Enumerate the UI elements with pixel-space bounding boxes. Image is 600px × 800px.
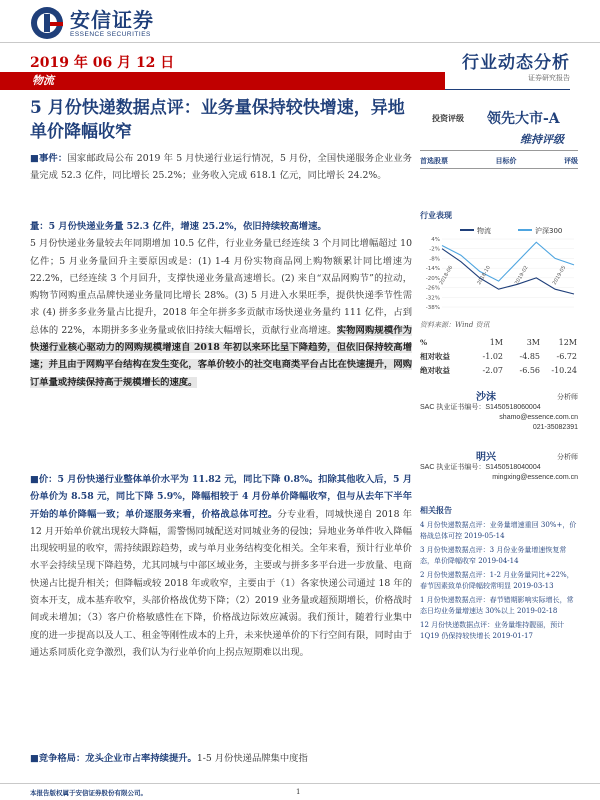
page-number: 1 bbox=[296, 788, 301, 796]
related-reports-title: 相关报告 bbox=[420, 505, 452, 515]
report-type-underline bbox=[445, 89, 570, 90]
legend-label: 沪深300 bbox=[535, 227, 563, 235]
volume-highlight: 实物网购规模作为快递行业核心驱动力的网购规模增速自 2018 年初以来环比呈下降趋势，但依旧保持较高增速；并且由于网购平台结构在发生变化，客单价较小的社交电商类平台占比在快速提升，网购订单量或持续保持高于规模增长的速度。 bbox=[30, 324, 412, 388]
logo-name-en: ESSENCE SECURITIES bbox=[70, 30, 151, 38]
stock-pick-header bbox=[420, 156, 578, 166]
price-paragraph bbox=[30, 471, 412, 661]
analyst-card bbox=[420, 388, 578, 433]
list-item[interactable]: 2 月份快递数据点评：1-2 月业务量同比+22%，春节因素致单价降幅较常明显 2019-03-13 bbox=[420, 571, 574, 590]
list-item[interactable]: 4 月份快递数据点评：业务量增速重回 30%+，价格战总体可控 2019-05-14 bbox=[420, 521, 577, 540]
analyst-cert: SAC 执业证书编号：S1450518040004 bbox=[420, 464, 541, 471]
y-tick-label: -14% bbox=[425, 266, 440, 273]
report-subtitle: 证券研究报告 bbox=[528, 74, 570, 82]
x-tick-label: 2019-05 bbox=[551, 264, 568, 286]
x-tick-label: 2019-02 bbox=[513, 264, 530, 286]
rating-divider bbox=[420, 150, 578, 151]
analyst-role: 分析师 bbox=[557, 393, 578, 401]
analyst-card bbox=[420, 448, 578, 483]
competition-paragraph bbox=[30, 750, 412, 767]
analyst-role: 分析师 bbox=[557, 453, 578, 461]
analyst-email[interactable]: mingxing@essence.com.cn bbox=[492, 474, 578, 481]
volume-paragraph bbox=[30, 218, 412, 391]
stock-rating-col: 评级 bbox=[564, 156, 578, 165]
analyst-cert: SAC 执业证书编号：S1450518060004 bbox=[420, 404, 541, 411]
logo-mark-icon bbox=[30, 6, 64, 40]
y-tick-label: -20% bbox=[425, 275, 440, 282]
perf-row-label: 绝对收益 bbox=[420, 366, 450, 375]
rating-status: 维持评级 bbox=[520, 133, 564, 146]
perf-cell: -4.85 bbox=[519, 352, 540, 361]
perf-header-cell: 3M bbox=[526, 338, 540, 347]
stock-pick-col: 首选股票 bbox=[420, 156, 448, 165]
target-price-col: 目标价 bbox=[495, 156, 517, 165]
perf-cell: -1.02 bbox=[482, 352, 503, 361]
y-tick-label: -2% bbox=[429, 246, 440, 253]
list-item[interactable]: 1 月份快递数据点评：春节错期影响实际增长，常态日均业务量增速达 30%以上 2019-02-18 bbox=[420, 596, 574, 615]
competition-text: 1-5 月份快递品牌集中度指 bbox=[196, 753, 308, 764]
footer-divider bbox=[0, 783, 600, 784]
competition-lead: ■竞争格局：龙头企业市占率持续提升。 bbox=[30, 753, 197, 764]
sector-bar bbox=[0, 72, 445, 90]
event-lead: ■事件： bbox=[30, 153, 68, 164]
rating-label: 投资评级 bbox=[432, 113, 464, 123]
header-divider bbox=[0, 42, 600, 43]
y-tick-label: -38% bbox=[425, 305, 440, 311]
volume-text: 5 月份快递业务量较去年同期增加 10.5 亿件，行业业务量已经连续 3 个月同比增幅超过 10 亿件；5 月业务量回升主要原因或是：(1) 1-4 月份实物商品网上购物额累计同比增速为 22.2%，已经连续 3 个月回升，支撑快递业务量高速增长。(2) 来自“双品网购节”的拉动，购物节网购重点品牌快递业务量同比增长 28%。(3) 5 月进入水果旺季，提供快递季节性需求 (4) 拼多多业务量占比提升，2018 年全年拼多多贡献市场快递业务量约 111 亿件，占到总体的 22%，本期拼多多业务量或依旧持续大幅增长，贡献行业高增速。 bbox=[30, 238, 412, 336]
table-row bbox=[420, 350, 578, 364]
price-detail: 分专业看，同城快递自 2018 年 12 月开始单价就出现较大降幅，需警惕同城配送对同城业务的侵蚀；异地业务单件收入降幅出现较明显的收窄，需持续跟踪趋势，或与单月业务结构变化相关。 bbox=[30, 508, 412, 555]
perf-header-cell: 12M bbox=[558, 338, 577, 347]
volume-lead: 量：5 月份快递业务量 52.3 亿件，增速 25.2%，依旧持续较高增速。 bbox=[30, 221, 327, 232]
perf-cell: -6.72 bbox=[556, 352, 577, 361]
analyst-name: 明兴 bbox=[476, 452, 496, 463]
event-text: 国家邮政局公布 2019 年 5 月快递行业运行情况，5 月份，全国快递服务企业业务量完成 52.3 亿件，同比增长 25.2%；业务收入完成 618.1 亿元，同比增长 24.2%。 bbox=[30, 153, 412, 182]
page-title: 5 月份快递数据点评：业务量保持较快增速，异地单价降幅收窄 bbox=[30, 98, 405, 142]
price-outlook: 全年来看，预计行业单价水平会持续呈现下降趋势，尤其同城与中部区域业务，主要或与拼多多平台进一步放量、电商快递占比提升相关；但降幅或较 2018 年或收窄，主要由于（1）各家快递公司通过 18 年的资本开支，成本基弃收窄，头部价格战优势下降；（2）2019 业务量或超预期增长，价格战时间或未增加；（3）客户价格敏感性在下降，价格战边际效应减弱。我们预计，随着行业集中度的进一步提高以及人工、租金等刚性成本的上升，未来快递单价的下行空间有限，同时由于通达系同质化竞争激烈，我们认为行业单价向上拐点短期难以出现。 bbox=[30, 543, 412, 658]
perf-header-cell: % bbox=[420, 338, 428, 347]
report-date: 2019 年 06 月 12 日 bbox=[30, 55, 175, 71]
series-line-csi300 bbox=[442, 242, 574, 281]
perf-cell: -10.24 bbox=[551, 366, 577, 375]
event-paragraph bbox=[30, 150, 412, 185]
performance-header-row bbox=[420, 336, 578, 350]
y-tick-label: -26% bbox=[425, 285, 440, 292]
list-item[interactable]: 12 月份快递数据点评：业务量维持靓丽，预计 1Q19 仍保持较快增长 2019-01-17 bbox=[420, 621, 565, 640]
footer-disclaimer: 本报告版权属于安信证券股份有限公司。 bbox=[30, 789, 147, 797]
analyst-email[interactable]: shamo@essence.com.cn bbox=[499, 414, 578, 421]
list-item[interactable]: 3 月份快递数据点评：3 月份业务量增速恢复常态，单价降幅收窄 2019-04-14 bbox=[420, 546, 567, 565]
x-tick-label: 2018-06 bbox=[438, 264, 455, 286]
chart-svg bbox=[420, 225, 578, 313]
company-logo bbox=[30, 6, 154, 40]
y-tick-label: -8% bbox=[429, 256, 440, 263]
performance-table bbox=[420, 336, 578, 378]
y-tick-label: 4% bbox=[431, 237, 440, 243]
perf-cell: -6.56 bbox=[519, 366, 540, 375]
chart-section-title: 行业表现 bbox=[420, 210, 452, 220]
y-tick-label: -32% bbox=[425, 295, 440, 302]
stock-pick-divider bbox=[420, 168, 578, 169]
logo-name-cn: 安信证券 bbox=[70, 7, 154, 32]
analyst-name: 沙沫 bbox=[476, 392, 496, 403]
rating-value: 领先大市-A bbox=[487, 111, 560, 127]
industry-performance-chart bbox=[420, 225, 578, 313]
report-type: 行业动态分析 bbox=[462, 53, 570, 73]
related-reports-list bbox=[420, 520, 578, 645]
price-lead: ■价： bbox=[30, 474, 58, 485]
analyst-phone: 021-35082391 bbox=[532, 424, 578, 431]
perf-cell: -2.07 bbox=[482, 366, 503, 375]
legend-label: 物流 bbox=[477, 227, 491, 235]
table-row bbox=[420, 364, 578, 378]
sector-label: 物流 bbox=[32, 74, 54, 87]
x-tick-label: 2018-10 bbox=[476, 264, 492, 286]
perf-header-cell: 1M bbox=[489, 338, 503, 347]
price-summary: 5 月份快递行业整体单价水平为 11.82 元，同比下降 0.8%。扣除其他收入后，5 月份单价为 8.58 元，同比下降 5.9%，降幅相较于 4 月份单价降幅收窄，但与从去年下半年开始的单价降幅一致；单价逐服务来看，价格战总体可控。 bbox=[30, 474, 412, 520]
chart-source: 资料来源：Wind 资讯 bbox=[420, 321, 490, 329]
perf-row-label: 相对收益 bbox=[420, 352, 450, 361]
